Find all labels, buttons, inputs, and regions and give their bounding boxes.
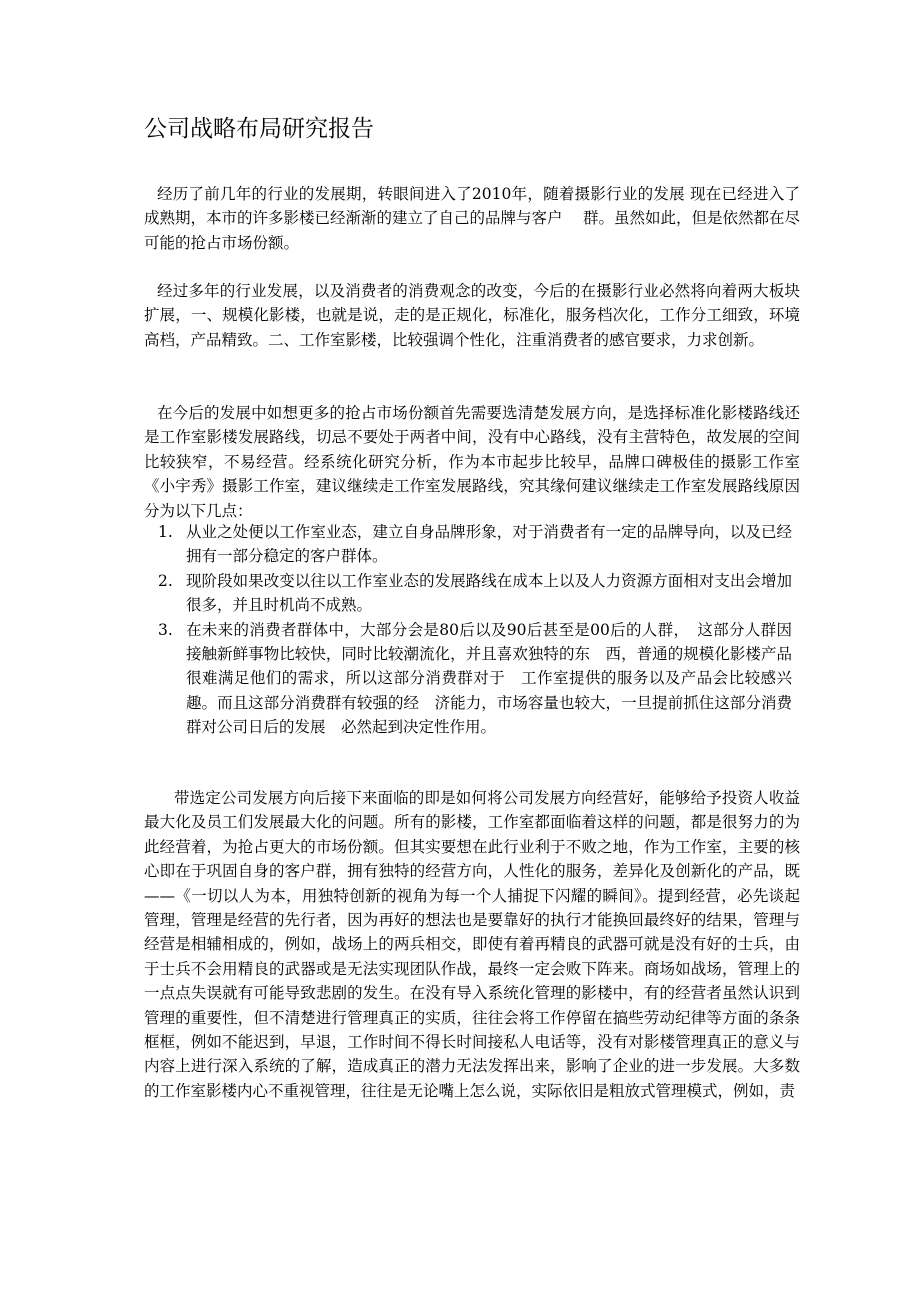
list-item-text: 现阶段如果改变以往以工作室业态的发展路线在成本上以及人力资源方面相对支出会增加很多，并且时机尚不成熟。	[186, 571, 792, 615]
list-item	[158, 569, 792, 618]
list-item-text: 在未来的消费者群体中，大部分会是80后以及90后甚至是00后的人群， 这部分人群因接触新鲜事物比较快，同时比较潮流化，并且喜欢独特的东 西，普通的规模化影楼产品很难满足他们的需求，所以这部分消费群对于 工作室提供的服务以及产品会比较感兴趣。而且这部分消费群有较强的经 济能力，市场容量也较大，一旦提前抓住这部分消费群对公司日后的发展 必然起到决定性作用。	[186, 620, 792, 737]
paragraph-management: 带选定公司发展方向后接下来面临的即是如何将公司发展方向经营好，能够给予投资人收益最大化及员工们发展最大化的问题。所有的影楼，工作室都面临着这样的问题，都是很努力的为此经营着，为抢占更大的市场份额。但其实要想在此行业利于不败之地，作为工作室，主要的核心即在于巩固自身的客户群，拥有独特的经营方向，人性化的服务，差异化及创新化的产品，既——《一切以人为本，用独特创新的视角为每一个人捕捉下闪耀的瞬间》。提到经营，必先谈起管理，管理是经营的先行者，因为再好的想法也是要靠好的执行才能换回最终好的结果，管理与经营是相辅相成的，例如，战场上的两兵相交，即使有着再精良的武器可就是没有好的士兵，由于士兵不会用精良的武器或是无法实现团队作战，最终一定会败下阵来。商场如战场，管理上的一点点失误就有可能导致悲剧的发生。在没有导入系统化管理的影楼中，有的经营者虽然认识到管理的重要性，但不清楚进行管理真正的实质，往往会将工作停留在搞些劳动纪律等方面的条条框框，例如不能迟到，早退，工作时间不得长时间接私人电话等，没有对影楼管理真正的意义与内容上进行深入系统的了解，造成真正的潜力无法发挥出来，影响了企业的进一步发展。大多数的工作室影楼内心不重视管理，往往是无论嘴上怎么说，实际依旧是粗放式管理模式，例如，责	[144, 789, 800, 1100]
list-item-number: 2.	[158, 571, 173, 590]
list-item-text: 从业之处便以工作室业态，建立自身品牌形象，对于消费者有一定的品牌导向，以及已经拥有一部分稳定的客户群体。	[186, 523, 792, 566]
paragraph-industry-background: 经历了前几年的行业的发展期，转眼间进入了2010年，随着摄影行业的发展 现在已经进入了成熟期，本市的许多影楼已经渐渐的建立了自己的品牌与客户 群。虽然如此，但是依然都在尽可能的抢占市场份额。	[144, 185, 800, 252]
list-item-number: 3.	[158, 620, 173, 639]
paragraph-development-direction: 在今后的发展中如想更多的抢占市场份额首先需要选清楚发展方向，是选择标准化影楼路线还是工作室影楼发展路线，切忌不要处于两者中间，没有中心路线，没有主营特色，故发展的空间比较狭窄，不易经营。经系统化研究分析，作为本市起步比较早，品牌口碑极佳的摄影工作室《小宇秀》摄影工作室，建议继续走工作室发展路线，究其缘何建议继续走工作室发展路线原因分为以下几点：	[144, 404, 800, 520]
list-item-number: 1.	[158, 523, 173, 541]
list-item	[158, 520, 792, 569]
paragraph-industry-trends: 经过多年的行业发展，以及消费者的消费观念的改变，今后的在摄影行业必然将向着两大板块扩展，一、规模化影楼，也就是说，走的是正规化，标准化，服务档次化，工作分工细致，环境高档，产品精致。二、工作室影楼，比较强调个性化，注重消费者的感官要求，力求创新。	[144, 282, 800, 349]
reasons-list	[158, 520, 792, 740]
list-item	[158, 618, 792, 740]
document-title: 公司战略布局研究报告	[144, 116, 374, 142]
